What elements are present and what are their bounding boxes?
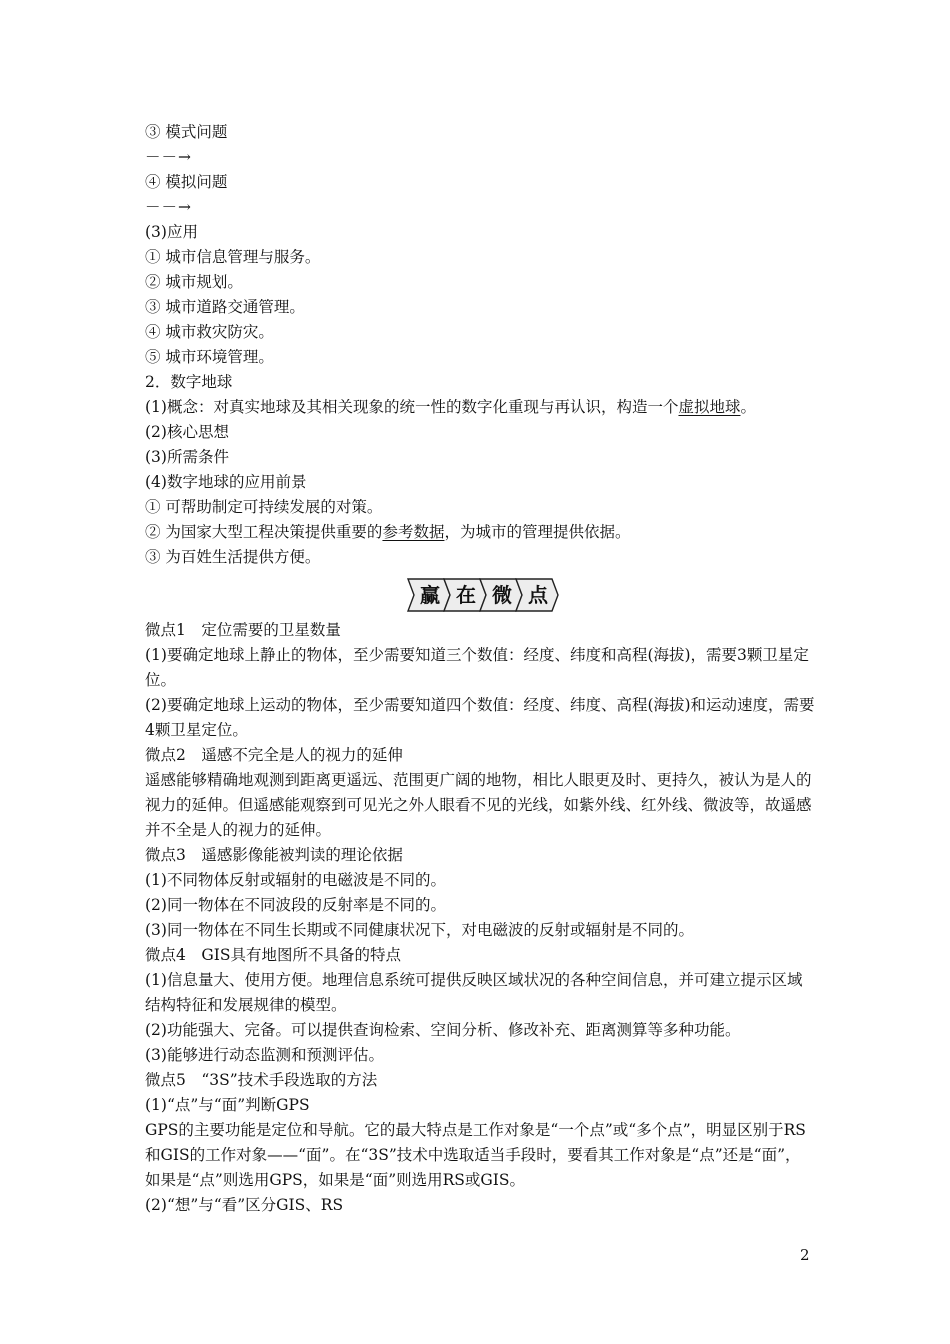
reference-end: ，为城市的管理提供依据。 <box>444 523 631 541</box>
text-line: ③ 为百姓生活提供方便。 <box>145 548 321 566</box>
text-line: (2)核心思想 <box>145 423 229 441</box>
text-line: (2)同一物体在不同波段的反射率是不同的。 <box>145 896 446 914</box>
concept-text: (1)概念：对真实地球及其相关现象的统一性的数字化重现与再认识，构造一个 <box>145 398 679 416</box>
text-line: (3)应用 <box>145 223 198 241</box>
point-heading: 微点1 定位需要的卫星数量 <box>145 621 341 639</box>
text-line: ⑤ 城市环境管理。 <box>145 348 274 366</box>
section-heading: 2．数字地球 <box>145 373 233 391</box>
paragraph: (2)要确定地球上运动的物体，至少需要知道四个数值：经度、纬度、高程(海拔)和运动速度，需要4颗卫星定位。 <box>145 696 815 739</box>
text-line: (1)不同物体反射或辐射的电磁波是不同的。 <box>145 871 446 889</box>
point-heading: 微点3 遥感影像能被判读的理论依据 <box>145 846 403 864</box>
text-line: ③ 模式问题 <box>145 123 228 141</box>
paragraph: GPS的主要功能是定位和导航。它的最大特点是工作对象是“一个点”或“多个点”，明显区别于RS和GIS的工作对象——“面”。在“3S”技术中选取适当手段时，要看其工作对象是“点”还是“面”，如果是“点”则选用GPS，如果是“面”则选用RS或GIS。 <box>145 1121 806 1189</box>
concept-line <box>145 395 815 420</box>
page-content <box>145 120 815 1218</box>
text-line: (4)数字地球的应用前景 <box>145 473 307 491</box>
text-line: (3)所需条件 <box>145 448 229 466</box>
text-line: ③ 城市道路交通管理。 <box>145 298 305 316</box>
text-line: (3)能够进行动态监测和预测评估。 <box>145 1046 384 1064</box>
banner-char: 点 <box>528 583 548 607</box>
page-number: 2 <box>800 1246 810 1264</box>
text-line: ④ 城市救灾防灾。 <box>145 323 274 341</box>
banner-char: 在 <box>456 583 476 607</box>
paragraph: 遥感能够精确地观测到距离更遥远、范围更广阔的地物，相比人眼更及时、更持久，被认为是人的视力的延伸。但遥感能观察到可见光之外人眼看不见的光线，如紫外线、红外线、微波等，故遥感并不全是人的视力的延伸。 <box>145 771 812 839</box>
banner-char: 赢 <box>420 583 440 607</box>
text-line: ① 可帮助制定可持续发展的对策。 <box>145 498 383 516</box>
point-heading: 微点5 “3S”技术手段选取的方法 <box>145 1071 378 1089</box>
concept-end: 。 <box>740 398 756 416</box>
banner-graphic <box>400 575 560 615</box>
text-line: ① 城市信息管理与服务。 <box>145 248 321 266</box>
text-line: (1)“点”与“面”判断GPS <box>145 1096 310 1114</box>
point-heading: 微点2 遥感不完全是人的视力的延伸 <box>145 746 403 764</box>
text-line: (2)“想”与“看”区分GIS、RS <box>145 1196 344 1214</box>
paragraph: (2)功能强大、完备。可以提供查询检索、空间分析、修改补充、距离测算等多种功能。 <box>145 1021 741 1039</box>
paragraph: (3)同一物体在不同生长期或不同健康状况下，对电磁波的反射或辐射是不同的。 <box>145 921 694 939</box>
underlined-term: 参考数据 <box>382 523 445 541</box>
flow-arrow: －－→ <box>145 198 192 216</box>
underlined-term: 虚拟地球 <box>678 398 741 416</box>
text-line: ② 城市规划。 <box>145 273 243 291</box>
text-line: ④ 模拟问题 <box>145 173 228 191</box>
section-banner <box>145 572 815 618</box>
paragraph: (1)信息量大、使用方便。地理信息系统可提供反映区域状况的各种空间信息，并可建立提示区域结构特征和发展规律的模型。 <box>145 971 803 1014</box>
reference-line <box>145 520 815 545</box>
reference-text: ② 为国家大型工程决策提供重要的 <box>145 523 383 541</box>
flow-arrow: －－→ <box>145 148 192 166</box>
paragraph: (1)要确定地球上静止的物体，至少需要知道三个数值：经度、纬度和高程(海拔)，需要3颗卫星定位。 <box>145 646 809 689</box>
banner-char: 微 <box>492 583 512 607</box>
point-heading: 微点4 GIS具有地图所不具备的特点 <box>145 946 401 964</box>
